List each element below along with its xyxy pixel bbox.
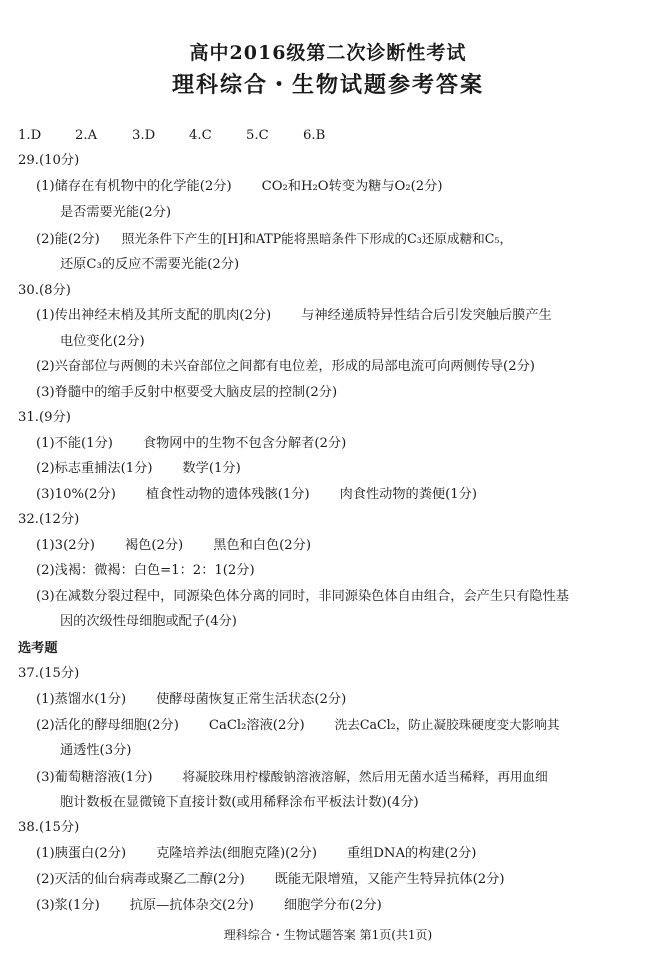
question-38-heading: 38.(15分) [18,820,80,835]
answer-text: 肉食性动物的粪便(1分) [339,487,477,502]
answer-line [36,844,476,864]
answer-line [36,434,346,454]
answer-text: (1)储存在有机物中的化学能(2分) [36,179,232,194]
answer-text: 克隆培养法(细胞克隆)(2分) [156,846,317,861]
answer-line [36,177,443,197]
answer-line [36,485,477,505]
answer-text: 将凝胶珠用柠檬酸钠溶液溶解，然后用无菌水适当稀释，再用血细 [182,769,548,784]
answer-line [36,715,559,736]
answer-text: 食物网中的生物不包含分解者(2分) [142,436,347,451]
answer-text: (1)胰蛋白(2分) [36,846,127,861]
answer-text: (2)灭活的仙台病毒或聚乙二醇(2分) [36,872,245,887]
mc-answer: 1.D [18,128,42,143]
answer-line: (2)浅褐：微褐：白色=1：2：1(2分) [36,563,255,578]
answer-line [36,767,548,788]
answer-line: (2)兴奋部位与两侧的未兴奋部位之间都有电位差，形成的局部电流可向两侧传导(2分) [36,359,535,374]
mc-answer: 4.C [189,128,212,143]
answer-text: (3)10%(2分) [36,487,116,502]
answer-text: (1)传出神经末梢及其所支配的肌肉(2分) [36,308,272,323]
answer-line [36,690,346,710]
multiple-choice-answers [18,126,360,146]
answer-line: 因的次级性母细胞或配子(4分) [60,614,237,629]
mc-answer: 2.A [75,128,98,143]
answer-line: 电位变化(2分) [60,334,145,349]
answer-text: 植食性动物的遗体残骸(1分) [145,487,310,502]
answer-line [36,870,504,890]
question-32-heading: 32.(12分) [18,512,80,527]
question-30-heading: 30.(8分) [18,283,71,298]
answer-line: 通透性(3分) [60,743,132,758]
question-29-heading: 29.(10分) [18,153,80,168]
answer-text: 褐色(2分) [124,538,184,553]
answer-text: 抗原—抗体杂交(2分) [129,898,254,913]
question-31-heading: 31.(9分) [18,410,71,425]
answer-line: (3)在减数分裂过程中，同源染色体分离的同时，非同源染色体自由组合，会产生只有隐性基 [36,589,569,604]
answer-text: 细胞学分布(2分) [283,898,382,913]
answer-line [36,229,512,250]
answer-line: (3)脊髓中的缩手反射中枢要受大脑皮层的控制(2分) [36,385,338,400]
mc-answer: 5.C [246,128,269,143]
answer-text: CaCl₂溶液(2分) [208,718,305,733]
answer-line [36,896,382,916]
answer-line [36,306,552,326]
document-subtitle: 理科综合・生物试题参考答案 [171,72,484,98]
answer-text: (1)蒸馏水(1分) [36,692,127,707]
document-title: 高中2016级第二次诊断性考试 [189,42,467,64]
answer-line [36,459,241,479]
answer-text: (1)3(2分) [36,538,95,553]
answer-text: (3)浆(1分) [36,898,100,913]
mc-answer: 6.B [303,128,326,143]
answer-text: 使酵母菌恢复正常生活状态(2分) [156,692,347,707]
answer-text: (2)标志重捕法(1分) [36,461,153,476]
answer-text: 既能无限增殖，又能产生特异抗体(2分) [274,872,505,887]
answer-text: 黑色和白色(2分) [213,538,312,553]
answer-text: 重组DNA的构建(2分) [346,846,477,861]
answer-text: 数学(1分) [182,461,241,476]
answer-text: (1)不能(1分) [36,436,113,451]
answer-line: 是否需要光能(2分) [60,205,171,220]
answer-line: 还原C₃的反应不需要光能(2分) [60,257,240,272]
answer-text: 与神经递质特异性结合后引发突触后膜产生 [301,308,552,323]
answer-text: 洗去CaCl₂，防止凝胶珠硬度变大影响其 [334,717,560,732]
answer-text: (2)活化的酵母细胞(2分) [36,718,179,733]
answer-text: 照光条件下产生的[H]和ATP能将黑暗条件下形成的C₃还原成糖和C₅， [121,231,513,246]
answer-text: CO₂和H₂O转变为糖与O₂(2分) [261,179,443,194]
answer-text: (3)葡萄糖溶液(1分) [36,770,153,785]
answer-line: 胞计数板在显微镜下直接计数(或用稀释涂布平板法计数)(4分) [60,795,419,810]
page-footer: 理科综合・生物试题答案 第1页(共1页) [223,928,433,942]
mc-answer: 3.D [132,128,156,143]
answer-text: (2)能(2分) [36,232,100,247]
question-37-heading: 37.(15分) [18,666,80,681]
optional-questions-heading: 选考题 [18,641,58,656]
answer-line [36,536,311,556]
